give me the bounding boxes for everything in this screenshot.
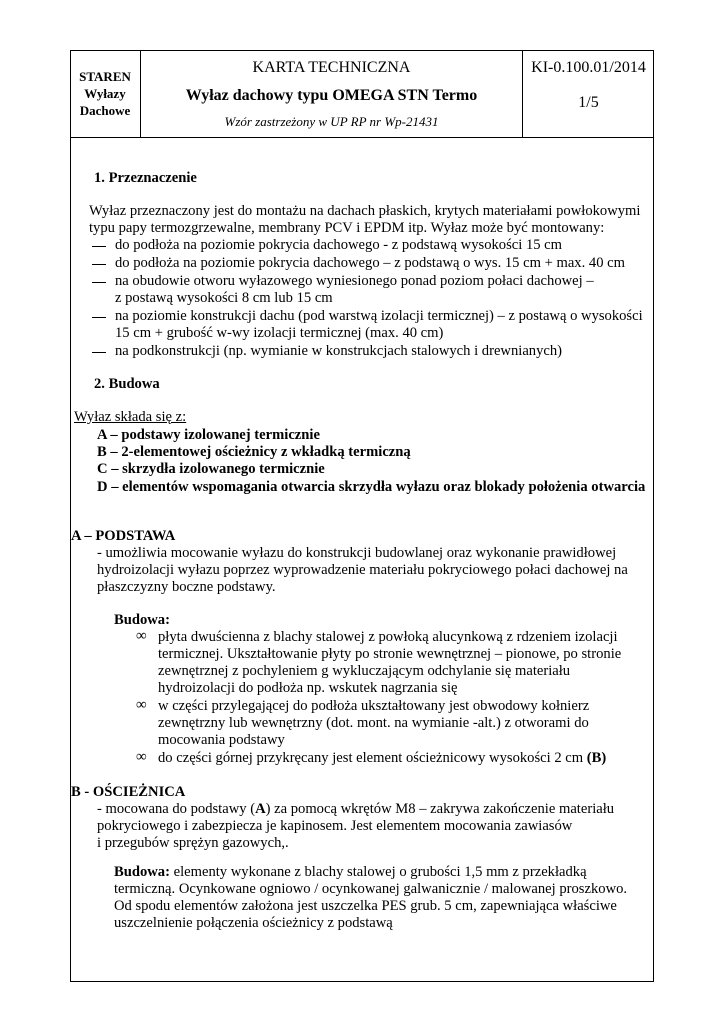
list-dash [92, 282, 106, 283]
patent-note: Wzór zastrzeżony w UP RP nr Wp-21431 [224, 114, 439, 129]
doc-type: KARTA TECHNICZNA [252, 59, 411, 76]
mount-option-3-cont: z postawą wysokości 8 cm lub 15 cm [115, 290, 333, 306]
mount-option-4: na poziomie konstrukcji dachu (pod warstwą izolacji termicznej) – z postawą o wysokości [115, 308, 643, 324]
part-a-label: A – podstawy izolowanej termicznie [97, 427, 320, 443]
section2-intro: Wyłaz składa się z: [74, 409, 187, 425]
part-b-desc-prefix: - mocowana do podstawy ( [97, 801, 256, 817]
part-d-label: D – elementów wspomagania otwarcia skrzydła wyłazu oraz blokady położenia otwarcia [97, 479, 646, 495]
part-a-budowa-label: Budowa: [114, 612, 170, 628]
infinity-bullet-icon: ∞ [136, 628, 147, 644]
mount-option-1: do podłoża na poziomie pokrycia dachowego - z podstawą wysokości 15 cm [115, 237, 563, 253]
part-a-desc-line3: płaszczyzny boczne podstawy. [97, 579, 276, 595]
part-a-heading: A – PODSTAWA [71, 528, 176, 544]
part-a-desc-line2: hydroizolacji wyłazu poprzez wyprowadzenie materiału pokryciowego połaci dachowej na [97, 562, 628, 578]
part-c-label: C – skrzydła izolowanego termicznie [97, 461, 325, 477]
list-dash [92, 352, 106, 353]
part-b-budowa-line1 [114, 864, 587, 881]
part-b-budowa-label: Budowa: [114, 864, 170, 880]
part-b-desc-line3: i przegubów sprężyn gazowych,. [97, 835, 289, 851]
page-number: 1/5 [578, 94, 599, 111]
part-a-bullet3-text: do części górnej przykręcany jest element ościeżnicowy wysokości 2 cm [158, 750, 584, 766]
part-b-budowa-text: elementy wykonane z blachy stalowej o grubości 1,5 mm z przekładką [169, 864, 587, 880]
part-a-bullet2-line2: zewnętrzny lub wewnętrzny (dot. mont. na wymianie -alt.) z otworami do [158, 715, 589, 731]
list-dash [92, 246, 106, 247]
section1-heading: 1. Przeznaczenie [94, 170, 197, 186]
part-a-bullet2-line1: w części przylegającej do podłoża ukształtowany jest obwodowy kołnierz [158, 698, 590, 714]
section1-intro-line2: typu papy termozgrzewalne, membrany PCV i EPDM itp. Wyłaz może być montowany: [89, 220, 605, 236]
company-line2: Wyłazy [84, 86, 126, 101]
company-name: STAREN [79, 69, 131, 84]
part-b-desc-line1 [97, 801, 614, 818]
part-a-bullet3-ref: (B) [586, 750, 607, 766]
part-a-desc-line1: - umożliwia mocowanie wyłazu do konstrukcji budowlanej oraz wykonanie prawidłowej [97, 545, 617, 561]
part-b-budowa-line3: Od spodu elementów założona jest uszczelka PES grub. 5 cm, zapewniająca właściwe [114, 898, 617, 914]
part-b-heading: B - OŚCIEŻNICA [71, 784, 186, 800]
part-b-desc-rest: ) za pomocą wkrętów M8 – zakrywa zakończenie materiału [265, 801, 615, 817]
section1-intro-line1: Wyłaz przeznaczony jest do montażu na dachach płaskich, krytych materiałami powłokowymi [89, 203, 641, 219]
mount-option-2: do podłoża na poziomie pokrycia dachowego – z podstawą o wys. 15 cm + max. 40 cm [115, 255, 625, 271]
part-a-bullet1-line3: zewnętrznej z pochyleniem g wykluczającym odchylanie się materiału [158, 663, 571, 679]
section2-heading: 2. Budowa [94, 376, 160, 392]
part-a-bullet1-line4: hydroizolacji do podłoża np. wskutek nagrzania się [158, 680, 458, 696]
infinity-bullet-icon: ∞ [136, 749, 147, 765]
part-b-desc-ref: A [255, 801, 266, 817]
mount-option-5: na podkonstrukcji (np. wymianie w konstrukcjach stalowych i drewnianych) [115, 343, 563, 359]
company-line3: Dachowe [79, 103, 131, 118]
mount-option-4-cont: 15 cm + grubość w-wy izolacji termicznej (max. 40 cm) [115, 325, 444, 341]
part-b-budowa-line4: uszczelnienie połączenia ościeżnicy z podstawą [114, 915, 393, 931]
part-b-budowa-line2: termiczną. Ocynkowane ogniowo / ocynkowanej galwanicznie / malowanej proszkowo. [114, 881, 628, 897]
mount-option-3: na obudowie otworu wyłazowego wyniesionego ponad poziom połaci dachowej – [115, 273, 594, 289]
product-title: Wyłaz dachowy typu OMEGA STN Termo [185, 87, 478, 104]
list-dash [92, 264, 106, 265]
header-divider [70, 137, 654, 138]
doc-number: KI-0.100.01/2014 [531, 59, 646, 76]
part-a-bullet3 [158, 750, 606, 767]
part-b-desc-line2: pokryciowego i zabezpiecza je kapinosem. Jest elementem mocowania zawiasów [97, 818, 573, 834]
infinity-bullet-icon: ∞ [136, 697, 147, 713]
part-b-label: B – 2-elementowej ościeżnicy z wkładką termiczną [97, 444, 411, 460]
part-a-bullet1-line1: płyta dwuścienna z blachy stalowej z powłoką alucynkową z rdzeniem izolacji [158, 629, 618, 645]
list-dash [92, 317, 106, 318]
part-a-bullet1-line2: termicznej. Ukształtowanie płyty po stronie wewnętrznej – pionowe, po stronie [158, 646, 622, 662]
part-a-bullet2-line3: mocowania podstawy [158, 732, 285, 748]
